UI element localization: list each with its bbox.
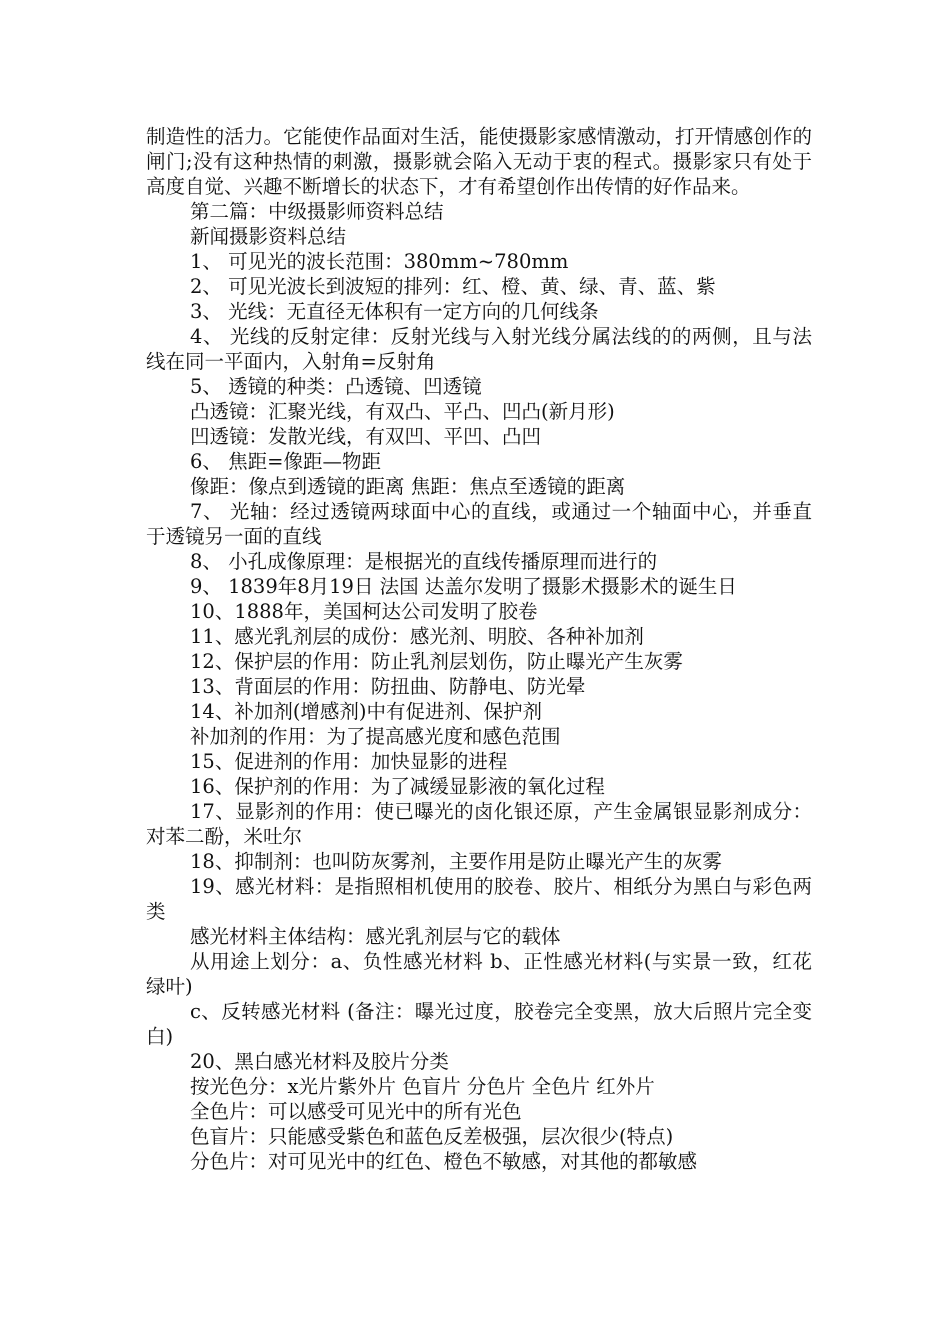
body-paragraph: 像距：像点到透镜的距离 焦距：焦点至透镜的距离	[190, 475, 626, 498]
list-item: 7、 光轴：经过透镜两球面中心的直线，或通过一个轴面中心，并垂直于透镜另一面的直线	[146, 500, 812, 548]
body-paragraph: 感光材料主体结构：感光乳剂层与它的载体	[190, 925, 561, 948]
body-paragraph: 全色片：可以感受可见光中的所有光色	[190, 1100, 522, 1123]
body-paragraph: 分色片：对可见光中的红色、橙色不敏感，对其他的都敏感	[190, 1150, 698, 1173]
list-item: 16、保护剂的作用：为了减缓显影液的氧化过程	[190, 775, 605, 798]
list-item: 20、黑白感光材料及胶片分类	[190, 1050, 449, 1073]
list-item: 13、背面层的作用：防扭曲、防静电、防光晕	[190, 675, 586, 698]
list-item: 19、感光材料：是指照相机使用的胶卷、胶片、相纸分为黑白与彩色两类	[146, 875, 812, 923]
list-item: 8、 小孔成像原理：是根据光的直线传播原理而进行的	[190, 550, 658, 573]
body-paragraph: 凸透镜：汇聚光线，有双凸、平凸、凹凸(新月形)	[190, 400, 615, 423]
list-item: 15、促进剂的作用：加快显影的进程	[190, 750, 508, 773]
list-item: 6、 焦距=像距—物距	[190, 450, 381, 473]
list-item: 10、1888年，美国柯达公司发明了胶卷	[190, 600, 538, 623]
body-paragraph: 按光色分：x光片紫外片 色盲片 分色片 全色片 红外片	[190, 1075, 655, 1098]
list-item: 14、补加剂(增感剂)中有促进剂、保护剂	[190, 700, 543, 723]
list-item: 3、 光线：无直径无体积有一定方向的几何线条	[190, 300, 599, 323]
body-paragraph: 补加剂的作用：为了提高感光度和感色范围	[190, 725, 561, 748]
document-page	[146, 124, 812, 1174]
list-item: 9、 1839年8月19日 法国 达盖尔发明了摄影术摄影术的诞生日	[190, 575, 737, 598]
sub-heading: 新闻摄影资料总结	[190, 225, 347, 248]
body-paragraph: 从用途上划分：a、负性感光材料 b、正性感光材料(与实景一致，红花绿叶)	[146, 950, 812, 998]
list-item: 4、 光线的反射定律：反射光线与入射光线分属法线的的两侧，且与法线在同一平面内，入射角=反射角	[146, 325, 812, 373]
list-item: 2、 可见光波长到波短的排列：红、橙、黄、绿、青、蓝、紫	[190, 275, 716, 298]
list-item: 5、 透镜的种类：凸透镜、凹透镜	[190, 375, 482, 398]
body-paragraph: c、反转感光材料 (备注：曝光过度，胶卷完全变黑，放大后照片完全变白)	[146, 1000, 812, 1048]
section-heading: 第二篇：中级摄影师资料总结	[190, 200, 444, 223]
body-paragraph: 制造性的活力。它能使作品面对生活，能使摄影家感情激动，打开情感创作的闸门;没有这种热情的刺激，摄影就会陷入无动于衷的程式。摄影家只有处于高度自觉、兴趣不断增长的状态下，才有希望创作出传情的好作品来。	[146, 125, 812, 198]
body-paragraph: 凹透镜：发散光线，有双凹、平凹、凸凹	[190, 425, 542, 448]
body-paragraph: 色盲片：只能感受紫色和蓝色反差极强，层次很少(特点)	[190, 1125, 674, 1148]
list-item: 12、保护层的作用：防止乳剂层划伤，防止曝光产生灰雾	[190, 650, 683, 673]
list-item: 11、感光乳剂层的成份：感光剂、明胶、各种补加剂	[190, 625, 644, 648]
list-item: 1、 可见光的波长范围：380mm~780mm	[190, 250, 569, 273]
list-item: 18、抑制剂：也叫防灰雾剂，主要作用是防止曝光产生的灰雾	[190, 850, 722, 873]
list-item: 17、显影剂的作用：使已曝光的卤化银还原，产生金属银显影剂成分：对苯二酚，米吐尔	[146, 800, 812, 848]
